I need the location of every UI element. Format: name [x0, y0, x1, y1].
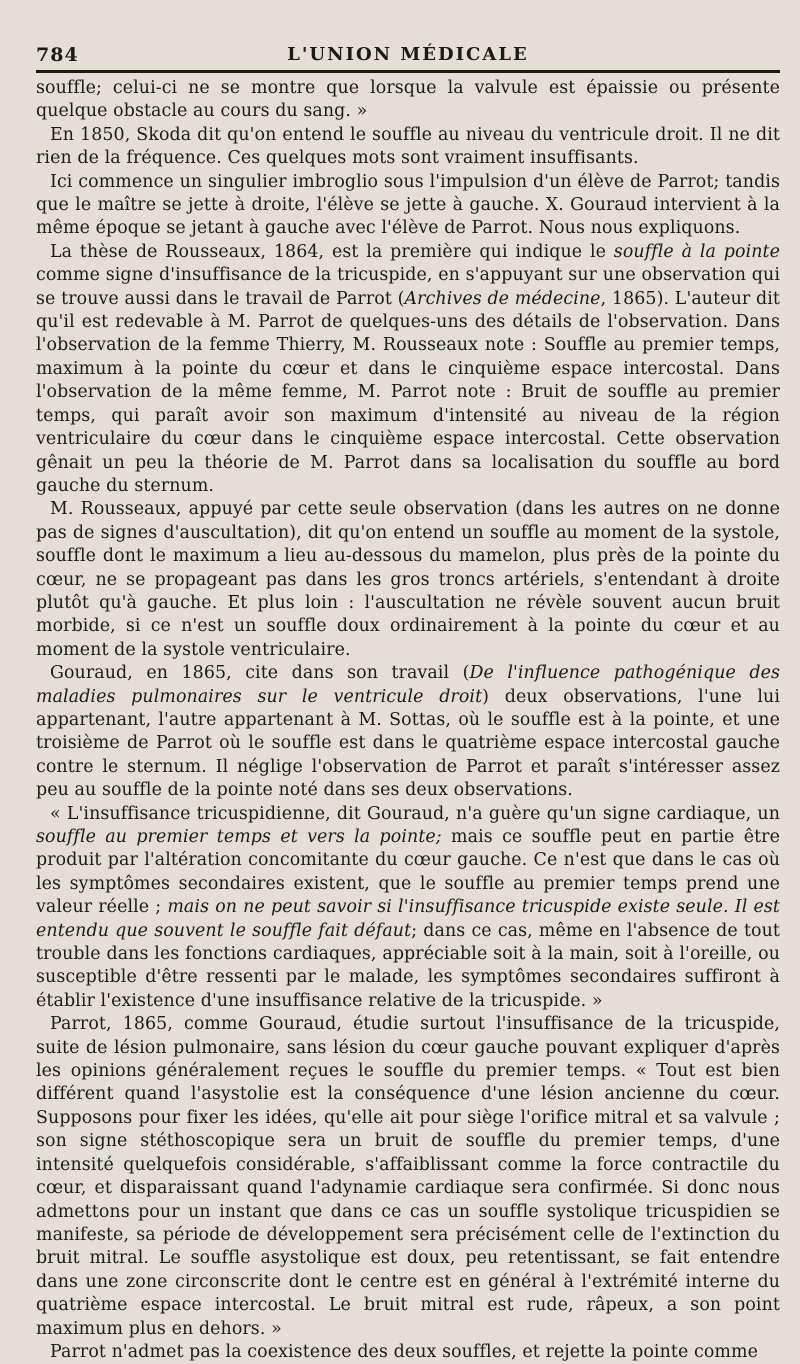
italic-phrase: mais on ne peut savoir si l'insuffisance tricuspide existe seule. Il est entendu que souvent le souffle fait défaut	[36, 897, 780, 941]
page-header	[36, 40, 780, 73]
quotation-paragraph: « L'insuffisance tricuspidienne, dit Gouraud, n'a guère qu'un signe cardiaque, un souffle au premier temps et vers la pointe; mais ce souffle peut en partie être produit par l'altération concomitante du cœur gauche. Ce n'est que dans le cas où les symptômes secondaires existent, que le souffle au premier temps prend une valeur réelle ; mais on ne peut savoir si l'insuffisance tricuspide existe seule. Il est entendu que souvent le souffle fait défaut; dans ce cas, même en l'absence de tout trouble dans les fonctions cardiaques, appréciable soit à la main, soit à l'oreille, ou susceptible d'être ressenti par le malade, les symptômes secondaires suffiront à établir l'existence d'une insuffisance relative de la tricuspide. »	[36, 803, 780, 1011]
italic-phrase: souffle à la pointe	[613, 241, 781, 262]
paragraph: Parrot n'admet pas la coexistence des deux souffles, et rejette la pointe comme	[50, 1341, 758, 1362]
body-text	[36, 77, 780, 1364]
page-number: 784	[36, 44, 79, 66]
paragraph: souffle; celui-ci ne se montre que lorsque la valvule est épaissie ou présente quelque obstacle au cours du sang. »	[36, 78, 780, 122]
italic-title: De l'influence pathogénique des maladies pulmonaires sur le ventricule droit	[36, 663, 780, 707]
paragraph: En 1850, Skoda dit qu'on entend le souffle au niveau du ventricule droit. Il ne dit rien de la fréquence. Ces quelques mots sont vraiment insuffisants.	[36, 124, 780, 169]
italic-citation: Archives de médecine	[404, 288, 601, 309]
paragraph: Parrot, 1865, comme Gouraud, étudie surtout l'insuffisance de la tricuspide, suite de lésion pulmonaire, sans lésion du cœur gauche pouvant expliquer d'après les opinions généralement reçues le souffle du premier temps. « Tout est bien différent quand l'asystolie est la conséquence d'une lésion ancienne du cœur. Supposons pour fixer les idées, qu'elle ait pour siège l'orifice mitral et sa valvule ; son signe stéthoscopique sera un bruit de souffle du premier temps, d'une intensité quelquefois considérable, s'affaiblissant comme la force contractile du cœur, et disparaissant quand l'adynamie cardiaque sera confirmée. Si donc nous admettons pour un instant que dans ce cas un souffle systolique tricuspidien se manifeste, sa période de développement sera précisément celle de l'extinction du bruit mitral. Le souffle asystolique est doux, peu retentissant, se fait entendre dans une zone circonscrite dont le centre est en général à l'extrémité interne du quatrième espace intercostal. Le bruit mitral est rude, râpeux, a son point maximum plus en dehors. »	[36, 1014, 780, 1339]
paragraph: M. Rousseaux, appuyé par cette seule observation (dans les autres on ne donne pas de signes d'auscultation), dit qu'on entend un souffle au moment de la systole, souffle dont le maximum a lieu au-dessous du mamelon, plus près de la pointe du cœur, ne se propageant pas dans les gros troncs artériels, s'entendant à droite plutôt qu'à gauche. Et plus loin : l'auscultation ne révèle souvent aucun bruit morbide, si ce n'est un souffle doux ordinairement à la pointe du cœur et au moment de la systole ventriculaire.	[36, 499, 780, 660]
paragraph: La thèse de Rousseaux, 1864, est la première qui indique le souffle à la pointe comme signe d'insuffisance de la tricuspide, en s'appuyant sur une observation qui se trouve aussi dans le travail de Parrot (Archives de médecine, 1865). L'auteur dit qu'il est redevable à M. Parrot de quelques-uns des détails de l'observation. Dans l'observation de la femme Thierry, M. Rousseaux note : Souffle au premier temps, maximum à la pointe du cœur et dans le cinquième espace intercostal. Dans l'observation de la même femme, M. Parrot note : Bruit de souffle au premier temps, qui paraît avoir son maximum d'intensité au niveau de la région ventriculaire du cœur dans le cinquième espace intercostal. Cette observation gênait un peu la théorie de M. Parrot dans sa localisation du souffle au bord gauche du sternum.	[36, 241, 781, 496]
italic-phrase: souffle au premier temps et vers la pointe;	[36, 827, 442, 847]
paragraph: Ici commence un singulier imbroglio sous l'impulsion d'un élève de Parrot; tandis que le maître se jette à droite, l'élève se jette à gauche. X. Gouraud intervient à la même époque se jetant à gauche avec l'élève de Parrot. Nous nous expliquons.	[36, 171, 780, 239]
paragraph: Gouraud, en 1865, cite dans son travail (De l'influence pathogénique des maladies pulmonaires sur le ventricule droit) deux observations, l'une lui appartenant, l'autre appartenant à M. Sottas, où le souffle est à la pointe, et une troisième de Parrot où le souffle est dans le quatrième espace intercostal gauche contre le sternum. Il néglige l'observation de Parrot et paraît s'intéresser assez peu au souffle de la pointe noté dans ses deux observations.	[36, 663, 780, 801]
running-head: L'UNION MÉDICALE	[287, 44, 529, 65]
